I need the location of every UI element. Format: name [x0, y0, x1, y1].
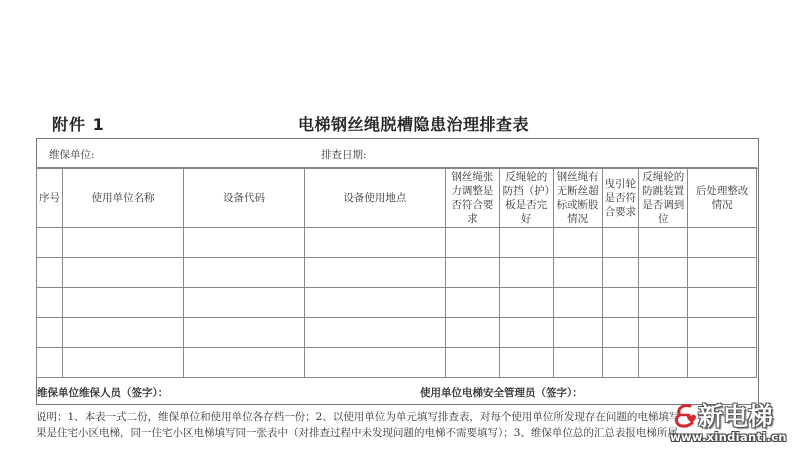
table-cell[interactable]	[446, 228, 500, 258]
table-cell[interactable]	[37, 228, 63, 258]
inspection-date-label: 排查日期:	[321, 149, 367, 161]
watermark-logo	[668, 400, 800, 462]
table-cell[interactable]	[639, 228, 688, 258]
table-cell[interactable]	[304, 288, 445, 318]
table-cell[interactable]	[62, 228, 183, 258]
col-header-rope-tension: 钢丝绳张力调整是否符合要求	[446, 168, 500, 228]
notes-line-2: 果是住宅小区电梯，同一住宅小区电梯填写同一张表中（对排查过程中未发现问题的电梯不需要填写）；3、维保单位总的汇总表报电梯所属	[36, 427, 678, 439]
table-cell[interactable]	[553, 258, 602, 288]
table-cell[interactable]	[639, 318, 688, 348]
table-cell[interactable]	[304, 318, 445, 348]
col-header-traction-sheave: 曳引轮是否符合要求	[602, 168, 639, 228]
col-header-device-code: 设备代码	[184, 168, 304, 228]
col-header-broken-wire: 钢丝绳有无断丝超标或断股情况	[553, 168, 602, 228]
attachment-label: 附件 1	[52, 115, 105, 134]
table-cell[interactable]	[639, 258, 688, 288]
table-cell[interactable]	[688, 348, 757, 378]
table-header-row	[37, 168, 757, 228]
col-header-index: 序号	[37, 168, 63, 228]
table-row	[37, 288, 757, 318]
table-cell[interactable]	[602, 348, 639, 378]
table-cell[interactable]	[553, 288, 602, 318]
table-cell[interactable]	[499, 318, 553, 348]
table-cell[interactable]	[304, 348, 445, 378]
inspection-form	[36, 138, 759, 405]
signature-row	[37, 378, 758, 406]
table-cell[interactable]	[602, 228, 639, 258]
table-cell[interactable]	[602, 258, 639, 288]
heart-e-logo-icon	[672, 402, 700, 430]
table-cell[interactable]	[62, 288, 183, 318]
maintenance-staff-signature-label: 维保单位维保人员（签字）：	[37, 387, 169, 399]
table-cell[interactable]	[639, 288, 688, 318]
table-cell[interactable]	[446, 318, 500, 348]
table-row	[37, 348, 757, 378]
table-cell[interactable]	[499, 228, 553, 258]
table-cell[interactable]	[446, 348, 500, 378]
col-header-rectification: 后处理整改情况	[688, 168, 757, 228]
safety-manager-signature-label: 使用单位电梯安全管理员（签字）：	[420, 387, 583, 399]
table-cell[interactable]	[184, 258, 304, 288]
info-row	[37, 139, 758, 169]
table-cell[interactable]	[37, 348, 63, 378]
table-cell[interactable]	[688, 318, 757, 348]
table-cell[interactable]	[304, 228, 445, 258]
table-cell[interactable]	[184, 288, 304, 318]
notes-line-1: 说明：1、本表一式二份，维保单位和使用单位各存档一份；2、以使用单位为单元填写排查表，对每个使用单位所发现存在问题的电梯填写	[36, 411, 680, 423]
table-row	[37, 228, 757, 258]
table-cell[interactable]	[553, 348, 602, 378]
table-cell[interactable]	[37, 288, 63, 318]
maintenance-unit-label: 维保单位:	[49, 149, 95, 161]
table-cell[interactable]	[62, 318, 183, 348]
table-cell[interactable]	[304, 258, 445, 288]
col-header-location: 设备使用地点	[304, 168, 445, 228]
table-cell[interactable]	[62, 258, 183, 288]
table-cell[interactable]	[446, 288, 500, 318]
table-cell[interactable]	[602, 318, 639, 348]
watermark-url: www.xindianti.cn	[670, 430, 787, 444]
table-cell[interactable]	[688, 288, 757, 318]
table-cell[interactable]	[553, 228, 602, 258]
table-cell[interactable]	[688, 228, 757, 258]
table-cell[interactable]	[602, 288, 639, 318]
table-cell[interactable]	[184, 318, 304, 348]
table-cell[interactable]	[446, 258, 500, 288]
table-cell[interactable]	[184, 348, 304, 378]
inspection-table	[36, 167, 757, 378]
table-cell[interactable]	[553, 318, 602, 348]
table-cell[interactable]	[37, 318, 63, 348]
col-header-anti-jump: 反绳轮的防跳装置是否调到位	[639, 168, 688, 228]
table-row	[37, 318, 757, 348]
watermark-brand: 新电梯	[698, 402, 774, 431]
col-header-guard-plate: 反绳轮的防挡（护）板是否完好	[499, 168, 553, 228]
table-cell[interactable]	[499, 288, 553, 318]
table-row	[37, 258, 757, 288]
table-cell[interactable]	[62, 348, 183, 378]
col-header-user-unit: 使用单位名称	[62, 168, 183, 228]
table-cell[interactable]	[184, 228, 304, 258]
page-title: 电梯钢丝绳脱槽隐患治理排查表	[298, 115, 530, 134]
table-cell[interactable]	[499, 348, 553, 378]
table-cell[interactable]	[639, 348, 688, 378]
table-cell[interactable]	[688, 258, 757, 288]
table-cell[interactable]	[499, 258, 553, 288]
table-cell[interactable]	[37, 258, 63, 288]
